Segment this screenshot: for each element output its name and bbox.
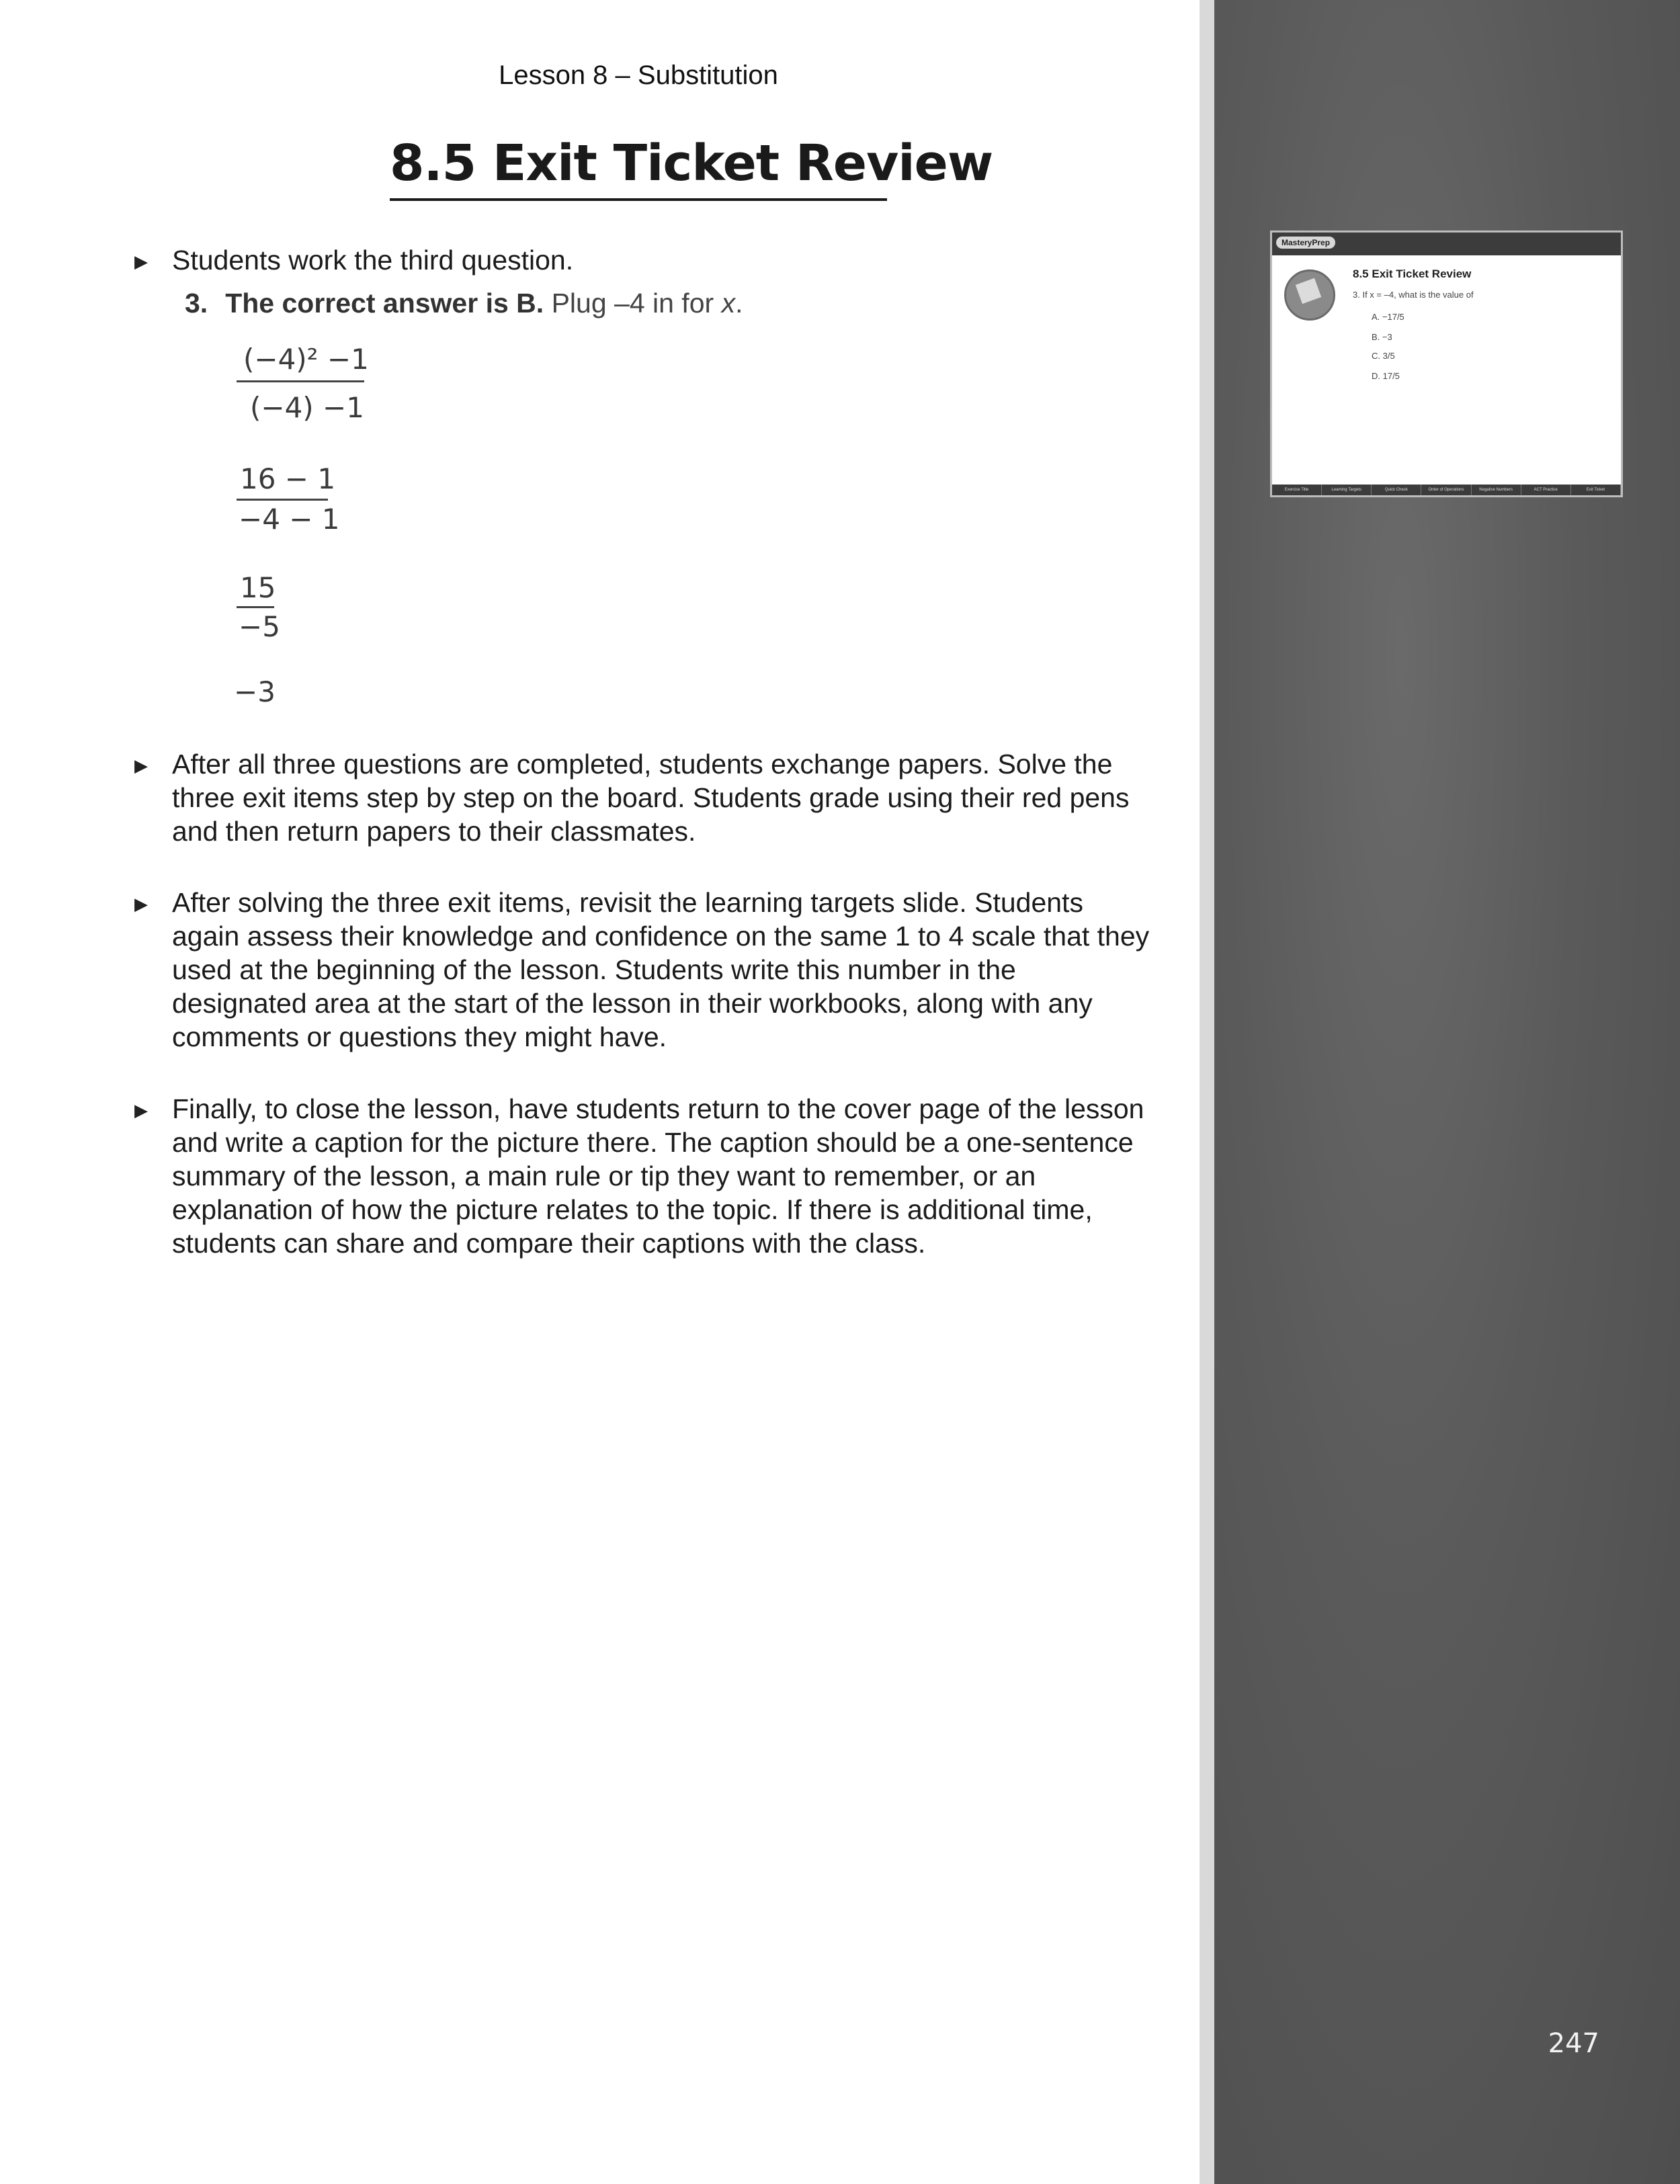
slide-question: 3. If x = –4, what is the value of xyxy=(1353,290,1474,300)
answer-rest: Plug –4 in for xyxy=(544,288,722,319)
question-number: 3. xyxy=(185,288,208,319)
bullet-item xyxy=(134,1092,1156,1260)
step1-denominator: (−4) −1 xyxy=(250,391,364,424)
fraction-bar xyxy=(237,606,274,608)
bullet-item xyxy=(134,886,1156,1054)
step2-denominator: −4 − 1 xyxy=(239,503,340,536)
slide-nav-item: Negative Numbers xyxy=(1472,485,1521,495)
slide-nav-item: Quick Check xyxy=(1372,485,1421,495)
slide-option: D. 17/5 xyxy=(1372,371,1400,381)
page-number: 247 xyxy=(1548,2028,1599,2059)
step2-numerator: 16 − 1 xyxy=(240,462,336,495)
bullet-text: After solving the three exit items, revisit the learning targets slide. Students again assess their knowledge and confidence on the same 1 to 4 scale that they used at the beginning of the lesson. Students write this number in the designated area at the start of the lesson in their workbooks, along with any comments or questions they might have. xyxy=(172,887,1150,1052)
bullet-arrow-icon: ▶ xyxy=(134,1100,148,1120)
slide-option: B. −3 xyxy=(1372,332,1392,342)
title-underline xyxy=(390,198,887,201)
step1-numerator: (−4)² −1 xyxy=(243,343,369,376)
step3-denominator: −5 xyxy=(239,610,280,643)
slide-logo: MasteryPrep xyxy=(1276,237,1335,249)
slide-nav-item: ACT Practice xyxy=(1521,485,1571,495)
bullet-text: Finally, to close the lesson, have students return to the cover page of the lesson and write a caption for the picture there. The caption should be a one-sentence summary of the lesson, a main rule or tip they want to remember, or an explanation of how the picture relates to the topic. If there is additional time, students can share and compare their captions with the class. xyxy=(172,1093,1144,1259)
answer-suffix: . xyxy=(735,288,743,319)
slide-header-bar xyxy=(1272,233,1621,255)
slide-nav-item: Learning Targets xyxy=(1322,485,1372,495)
bullet-arrow-icon: ▶ xyxy=(134,894,148,914)
page-gutter xyxy=(1200,0,1214,2184)
bullet-text: After all three questions are completed, students exchange papers. Solve the three exit items step by step on the board. Students grade using their red pens and then return papers to their classmates. xyxy=(172,749,1130,847)
bullet-item xyxy=(134,243,1156,277)
slide-nav-bar xyxy=(1272,485,1621,495)
bullet-arrow-icon: ▶ xyxy=(134,251,148,271)
dice-icon xyxy=(1284,269,1335,321)
slide-nav-item: Order of Operations xyxy=(1421,485,1471,495)
bullet-item xyxy=(134,747,1156,848)
fraction-bar xyxy=(237,380,364,382)
slide-option: C. 3/5 xyxy=(1372,351,1395,361)
step3-numerator: 15 xyxy=(240,571,276,604)
slide-nav-item: Exit Ticket xyxy=(1571,485,1621,495)
fraction-bar xyxy=(237,499,328,501)
answer-line xyxy=(185,288,743,319)
lesson-header: Lesson 8 – Substitution xyxy=(499,60,778,90)
bullet-arrow-icon: ▶ xyxy=(134,755,148,775)
slide-option: A. −17/5 xyxy=(1372,312,1404,322)
slide-nav-item: Exercise Title xyxy=(1272,485,1322,495)
slide-title: 8.5 Exit Ticket Review xyxy=(1353,267,1472,280)
answer-bold: The correct answer is B. xyxy=(225,288,544,319)
page-title: 8.5 Exit Ticket Review xyxy=(390,134,993,192)
bullet-text: Students work the third question. xyxy=(172,245,574,276)
slide-thumbnail xyxy=(1270,230,1623,497)
final-result: −3 xyxy=(234,675,276,708)
answer-variable: x xyxy=(721,288,736,319)
